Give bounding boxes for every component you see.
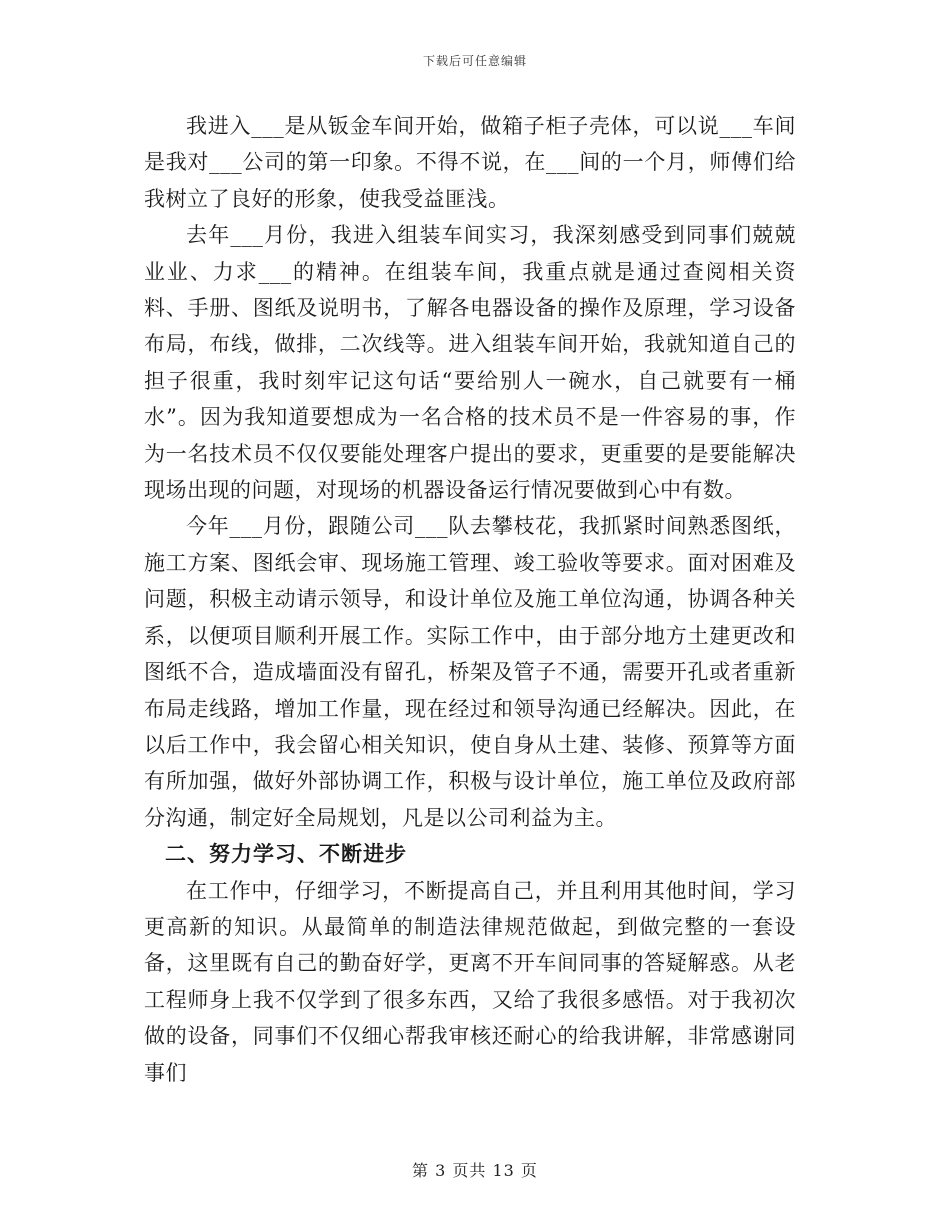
paragraph-panzhihua-project: 今年___月份，跟随公司___队去攀枝花，我抓紧时间熟悉图纸，施工方案、图纸会审、现场施工管理、竣工验收等要求。面对困难及问题，积极主动请示领导，和设计单位及施工单位沟通，协调各种关系，以便项目顺利开展工作。实际工作中，由于部分地方土建更改和图纸不合，造成墙面没有留孔，桥架及管子不通，需要开孔或者重新布局走线路，增加工作量，现在经过和领导沟通已经解决。因此，在以后工作中，我会留心相关知识，使自身从土建、装修、预算等方面有所加强，做好外部协调工作，积极与设计单位，施工单位及政府部分沟通，制定好全局规划，凡是以公司利益为主。 [144, 514, 796, 830]
document-body [144, 108, 796, 1091]
page-header: 下载后可任意编辑 [422, 54, 527, 68]
section-heading: 二、努力学习、不断进步 [165, 842, 407, 867]
paragraph-assembly-workshop: 去年___月份，我进入组装车间实习，我深刻感受到同事们兢兢业业、力求___的精神。在组装车间，我重点就是通过查阅相关资料、手册、图纸及说明书，了解各电器设备的操作及原理，学习设备布局，布线，做排，二次线等。进入组装车间开始，我就知道自己的担子很重，我时刻牢记这句话“要给别人一碗水，自己就要有一桶水”。因为我知道要想成为一名合格的技术员不是一件容易的事，作为一名技术员不仅仅要能处理客户提出的要求，更重要的是要能解决现场出现的问题，对现场的机器设备运行情况要做到心中有数。 [144, 223, 796, 503]
page-number: 第 3 页共 13 页 [412, 1161, 538, 1180]
paragraph-learning: 在工作中，仔细学习，不断提高自己，并且利用其他时间，学习更高新的知识。从最简单的制造法律规范做起，到做完整的一套设备，这里既有自己的勤奋好学，更离不开车间同事的答疑解惑。从老工程师身上我不仅学到了很多东西，又给了我很多感悟。对于我初次做的设备，同事们不仅细心帮我审核还耐心的给我讲解，非常感谢同事们 [144, 878, 796, 1085]
paragraph-sheet-metal-workshop: 我进入___是从钣金车间开始，做箱子柜子壳体，可以说___车间是我对___公司的第一印象。不得不说，在___间的一个月，师傅们给我树立了良好的形象，使我受益匪浅。 [144, 114, 796, 211]
